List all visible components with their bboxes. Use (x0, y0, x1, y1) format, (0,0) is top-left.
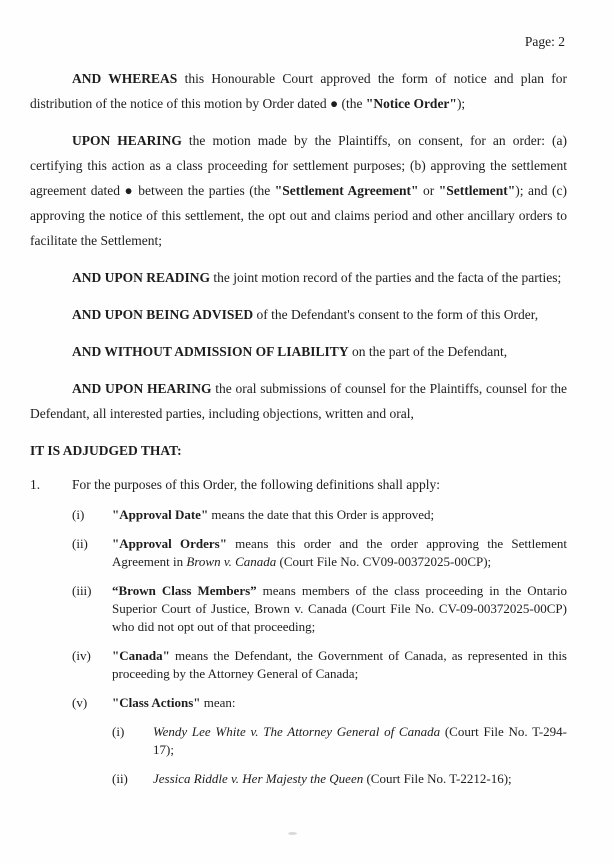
adjudged-heading: IT IS ADJUDGED THAT: (30, 443, 182, 458)
paragraph-upon-being-advised: AND UPON BEING ADVISED of the Defendant's consent to the form of this Order, (72, 307, 539, 322)
item-1-text: For the purposes of this Order, the following definitions shall apply: (72, 477, 441, 492)
definition-canada (72, 647, 567, 683)
document-body (30, 66, 567, 799)
subitem-marker: (ii) (112, 771, 128, 786)
definition-marker: (iv) (72, 648, 91, 663)
scan-artifact (288, 832, 297, 835)
subitem-text: Wendy Lee White v. The Attorney General of Canada (Court File No. T-294-17); (153, 724, 567, 757)
subitem-marker: (i) (112, 724, 125, 739)
definition-class-actions (72, 694, 567, 712)
definition-marker: (v) (72, 695, 88, 710)
definition-marker: (i) (72, 507, 85, 522)
definition-marker: (ii) (72, 536, 88, 551)
definition-text: "Approval Orders" means this order and the order approving the Settlement Agreement in Brown v. Canada (Court File No. CV09-00372025-00CP); (112, 536, 567, 569)
subitem-white-v-attorney-general (112, 723, 567, 759)
subitem-riddle-v-queen (112, 770, 567, 788)
definition-approval-date (72, 506, 567, 524)
item-1-number: 1. (30, 477, 41, 492)
definition-text: "Approval Date" means the date that this Order is approved; (112, 507, 435, 522)
paragraph-upon-hearing-motion: UPON HEARING the motion made by the Plaintiffs, on consent, for an order: (a) certifying this action as a class proceeding for settlement purposes; (b) approving the settlement agreement dated ● between the parties (the "Settlement Agreement" or "Settlement"); and (c) approving the notice of this settlement, the opt out and claims period and other ancillary orders to facilitate the Settlement; (30, 133, 567, 248)
paragraph-upon-hearing-submissions: AND UPON HEARING the oral submissions of counsel for the Plaintiffs, counsel for the Defendant, all interested parties, including objections, written and oral, (30, 381, 567, 421)
definition-marker: (iii) (72, 583, 92, 598)
numbered-item-1 (30, 475, 567, 495)
definition-text: “Brown Class Members” means members of the class proceeding in the Ontario Superior Court of Justice, Brown v. Canada (Court File No. CV-09-00372025-00CP) who did not opt out of that proceeding; (112, 583, 567, 634)
subitem-text: Jessica Riddle v. Her Majesty the Queen (Court File No. T-2212-16); (153, 771, 512, 786)
paragraph-whereas-notice-order: AND WHEREAS this Honourable Court approved the form of notice and plan for distribution of the notice of this motion by Order dated ● (the "Notice Order"); (30, 71, 567, 111)
paragraph-without-admission: AND WITHOUT ADMISSION OF LIABILITY on the part of the Defendant, (72, 344, 508, 359)
paragraph-upon-reading: AND UPON READING the joint motion record of the parties and the facta of the parties; (72, 270, 562, 285)
definition-brown-class-members (72, 582, 567, 636)
definition-text: "Canada" means the Defendant, the Government of Canada, as represented in this proceeding by the Attorney General of Canada; (112, 648, 567, 681)
definition-approval-orders (72, 535, 567, 571)
page-number: Page: 2 (524, 34, 565, 49)
definition-text: "Class Actions" mean: (112, 695, 236, 710)
